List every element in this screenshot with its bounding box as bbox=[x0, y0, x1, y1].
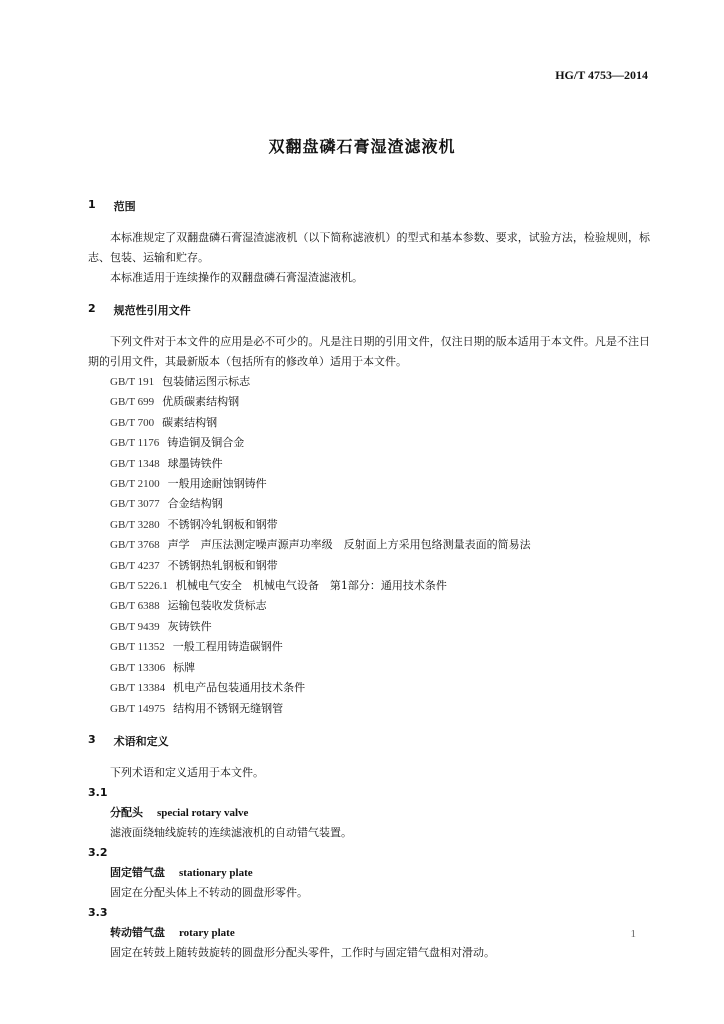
reference-code: GB/T 2100 bbox=[110, 478, 160, 491]
reference-title: 不锈钢冷轧钢板和钢带 bbox=[167, 517, 278, 531]
reference-title: 结构用不锈钢无缝钢管 bbox=[173, 701, 284, 715]
reference-code: GB/T 1176 bbox=[110, 437, 160, 450]
reference-title: 声学 声压法测定噪声源声功率级 反射面上方采用包络测量表面的简易法 bbox=[167, 538, 531, 552]
term-list bbox=[88, 783, 650, 963]
reference-code: GB/T 3280 bbox=[110, 518, 160, 531]
reference-title: 铸造铜及铜合金 bbox=[167, 436, 245, 450]
section-2-heading bbox=[88, 302, 650, 318]
term-entry bbox=[110, 803, 650, 823]
reference-item bbox=[110, 596, 650, 616]
reference-item bbox=[110, 678, 650, 698]
reference-title: 碳素结构钢 bbox=[162, 415, 218, 429]
reference-title: 包装储运图示标志 bbox=[162, 375, 251, 388]
reference-title: 灰铸铁件 bbox=[167, 619, 212, 633]
term-chinese: 分配头 bbox=[110, 805, 143, 819]
reference-title: 运输包装收发货标志 bbox=[167, 599, 267, 613]
section-title: 规范性引用文件 bbox=[113, 304, 191, 317]
reference-item bbox=[110, 392, 650, 412]
reference-title: 一般用途耐蚀钢铸件 bbox=[167, 477, 267, 491]
reference-code: GB/T 13384 bbox=[110, 682, 166, 695]
section-number: 2 bbox=[88, 302, 96, 315]
section-title: 范围 bbox=[113, 200, 136, 213]
reference-title: 机电产品包装通用技术条件 bbox=[173, 681, 306, 695]
term-english: special rotary valve bbox=[157, 806, 249, 819]
reference-code: GB/T 9439 bbox=[110, 620, 160, 633]
section-1-heading bbox=[88, 198, 650, 214]
term-number: 3.2 bbox=[88, 845, 108, 859]
reference-code: GB/T 4237 bbox=[110, 559, 160, 572]
reference-code: GB/T 3077 bbox=[110, 498, 160, 511]
references-intro: 下列文件对于本文件的应用是必不可少的。凡是注日期的引用文件，仅注日期的版本适用于本文件。凡是不注日期的引用文件，其最新版本（包括所有的修改单）适用于本文件。 bbox=[88, 335, 650, 368]
terms-intro: 下列术语和定义适用于本文件。 bbox=[110, 765, 264, 779]
reference-item bbox=[110, 637, 650, 657]
reference-list bbox=[88, 372, 650, 719]
reference-code: GB/T 3768 bbox=[110, 539, 160, 552]
reference-title: 不锈钢热轧钢板和钢带 bbox=[167, 558, 278, 572]
reference-title: 合金结构钢 bbox=[167, 497, 223, 511]
reference-item bbox=[110, 576, 650, 596]
reference-item bbox=[110, 658, 650, 678]
scope-paragraph-2: 本标准适用于连续操作的双翻盘磷石膏湿渣滤液机。 bbox=[110, 271, 363, 284]
term-number: 3.1 bbox=[88, 785, 108, 799]
term-definition: 固定在分配头体上不转动的圆盘形零件。 bbox=[110, 885, 308, 899]
document-body bbox=[88, 198, 650, 963]
scope-paragraph-1: 本标准规定了双翻盘磷石膏湿渣滤液机（以下简称滤液机）的型式和基本参数、要求，试验方法，检验规则，标志、包装、运输和贮存。 bbox=[88, 231, 650, 264]
section-3-heading bbox=[88, 733, 650, 749]
reference-code: GB/T 1348 bbox=[110, 457, 160, 470]
term-number: 3.3 bbox=[88, 905, 108, 919]
reference-item bbox=[110, 494, 650, 514]
reference-code: GB/T 5226.1 bbox=[110, 580, 168, 593]
reference-title: 一般工程用铸造碳钢件 bbox=[172, 640, 283, 654]
reference-title: 球墨铸铁件 bbox=[167, 456, 223, 470]
reference-item bbox=[110, 617, 650, 637]
term-entry bbox=[110, 923, 650, 943]
document-title: 双翻盘磷石膏湿渣滤液机 bbox=[268, 137, 456, 156]
reference-item bbox=[110, 413, 650, 433]
reference-item bbox=[110, 454, 650, 474]
reference-item bbox=[110, 372, 650, 392]
term-definition: 滤液面绕轴线旋转的连续滤液机的自动错气装置。 bbox=[110, 825, 352, 839]
reference-code: GB/T 191 bbox=[110, 376, 155, 388]
reference-title: 标牌 bbox=[173, 660, 196, 674]
reference-code: GB/T 11352 bbox=[110, 641, 165, 654]
term-chinese: 固定错气盘 bbox=[110, 865, 165, 879]
reference-code: GB/T 6388 bbox=[110, 600, 160, 613]
term-entry bbox=[110, 863, 650, 883]
reference-item bbox=[110, 474, 650, 494]
page-number: 1 bbox=[630, 928, 636, 940]
term-english: rotary plate bbox=[179, 926, 235, 939]
reference-item bbox=[110, 535, 650, 555]
reference-code: GB/T 14975 bbox=[110, 702, 166, 715]
section-number: 3 bbox=[88, 732, 96, 746]
reference-code: GB/T 13306 bbox=[110, 661, 166, 674]
reference-item bbox=[110, 556, 650, 576]
section-title: 术语和定义 bbox=[113, 734, 169, 748]
reference-item bbox=[110, 515, 650, 535]
reference-item bbox=[110, 433, 650, 453]
term-english: stationary plate bbox=[179, 866, 253, 879]
term-chinese: 转动错气盘 bbox=[110, 925, 165, 939]
reference-code: GB/T 699 bbox=[110, 396, 155, 409]
standard-number: HG/T 4753—2014 bbox=[555, 68, 648, 82]
term-definition: 固定在转鼓上随转鼓旋转的圆盘形分配头零件，工作时与固定错气盘相对滑动。 bbox=[110, 945, 495, 959]
reference-code: GB/T 700 bbox=[110, 416, 155, 429]
reference-item bbox=[110, 699, 650, 719]
reference-title: 机械电气安全 机械电气设备 第1部分：通用技术条件 bbox=[175, 579, 447, 593]
section-number: 1 bbox=[88, 198, 96, 211]
reference-title: 优质碳素结构钢 bbox=[162, 395, 240, 409]
